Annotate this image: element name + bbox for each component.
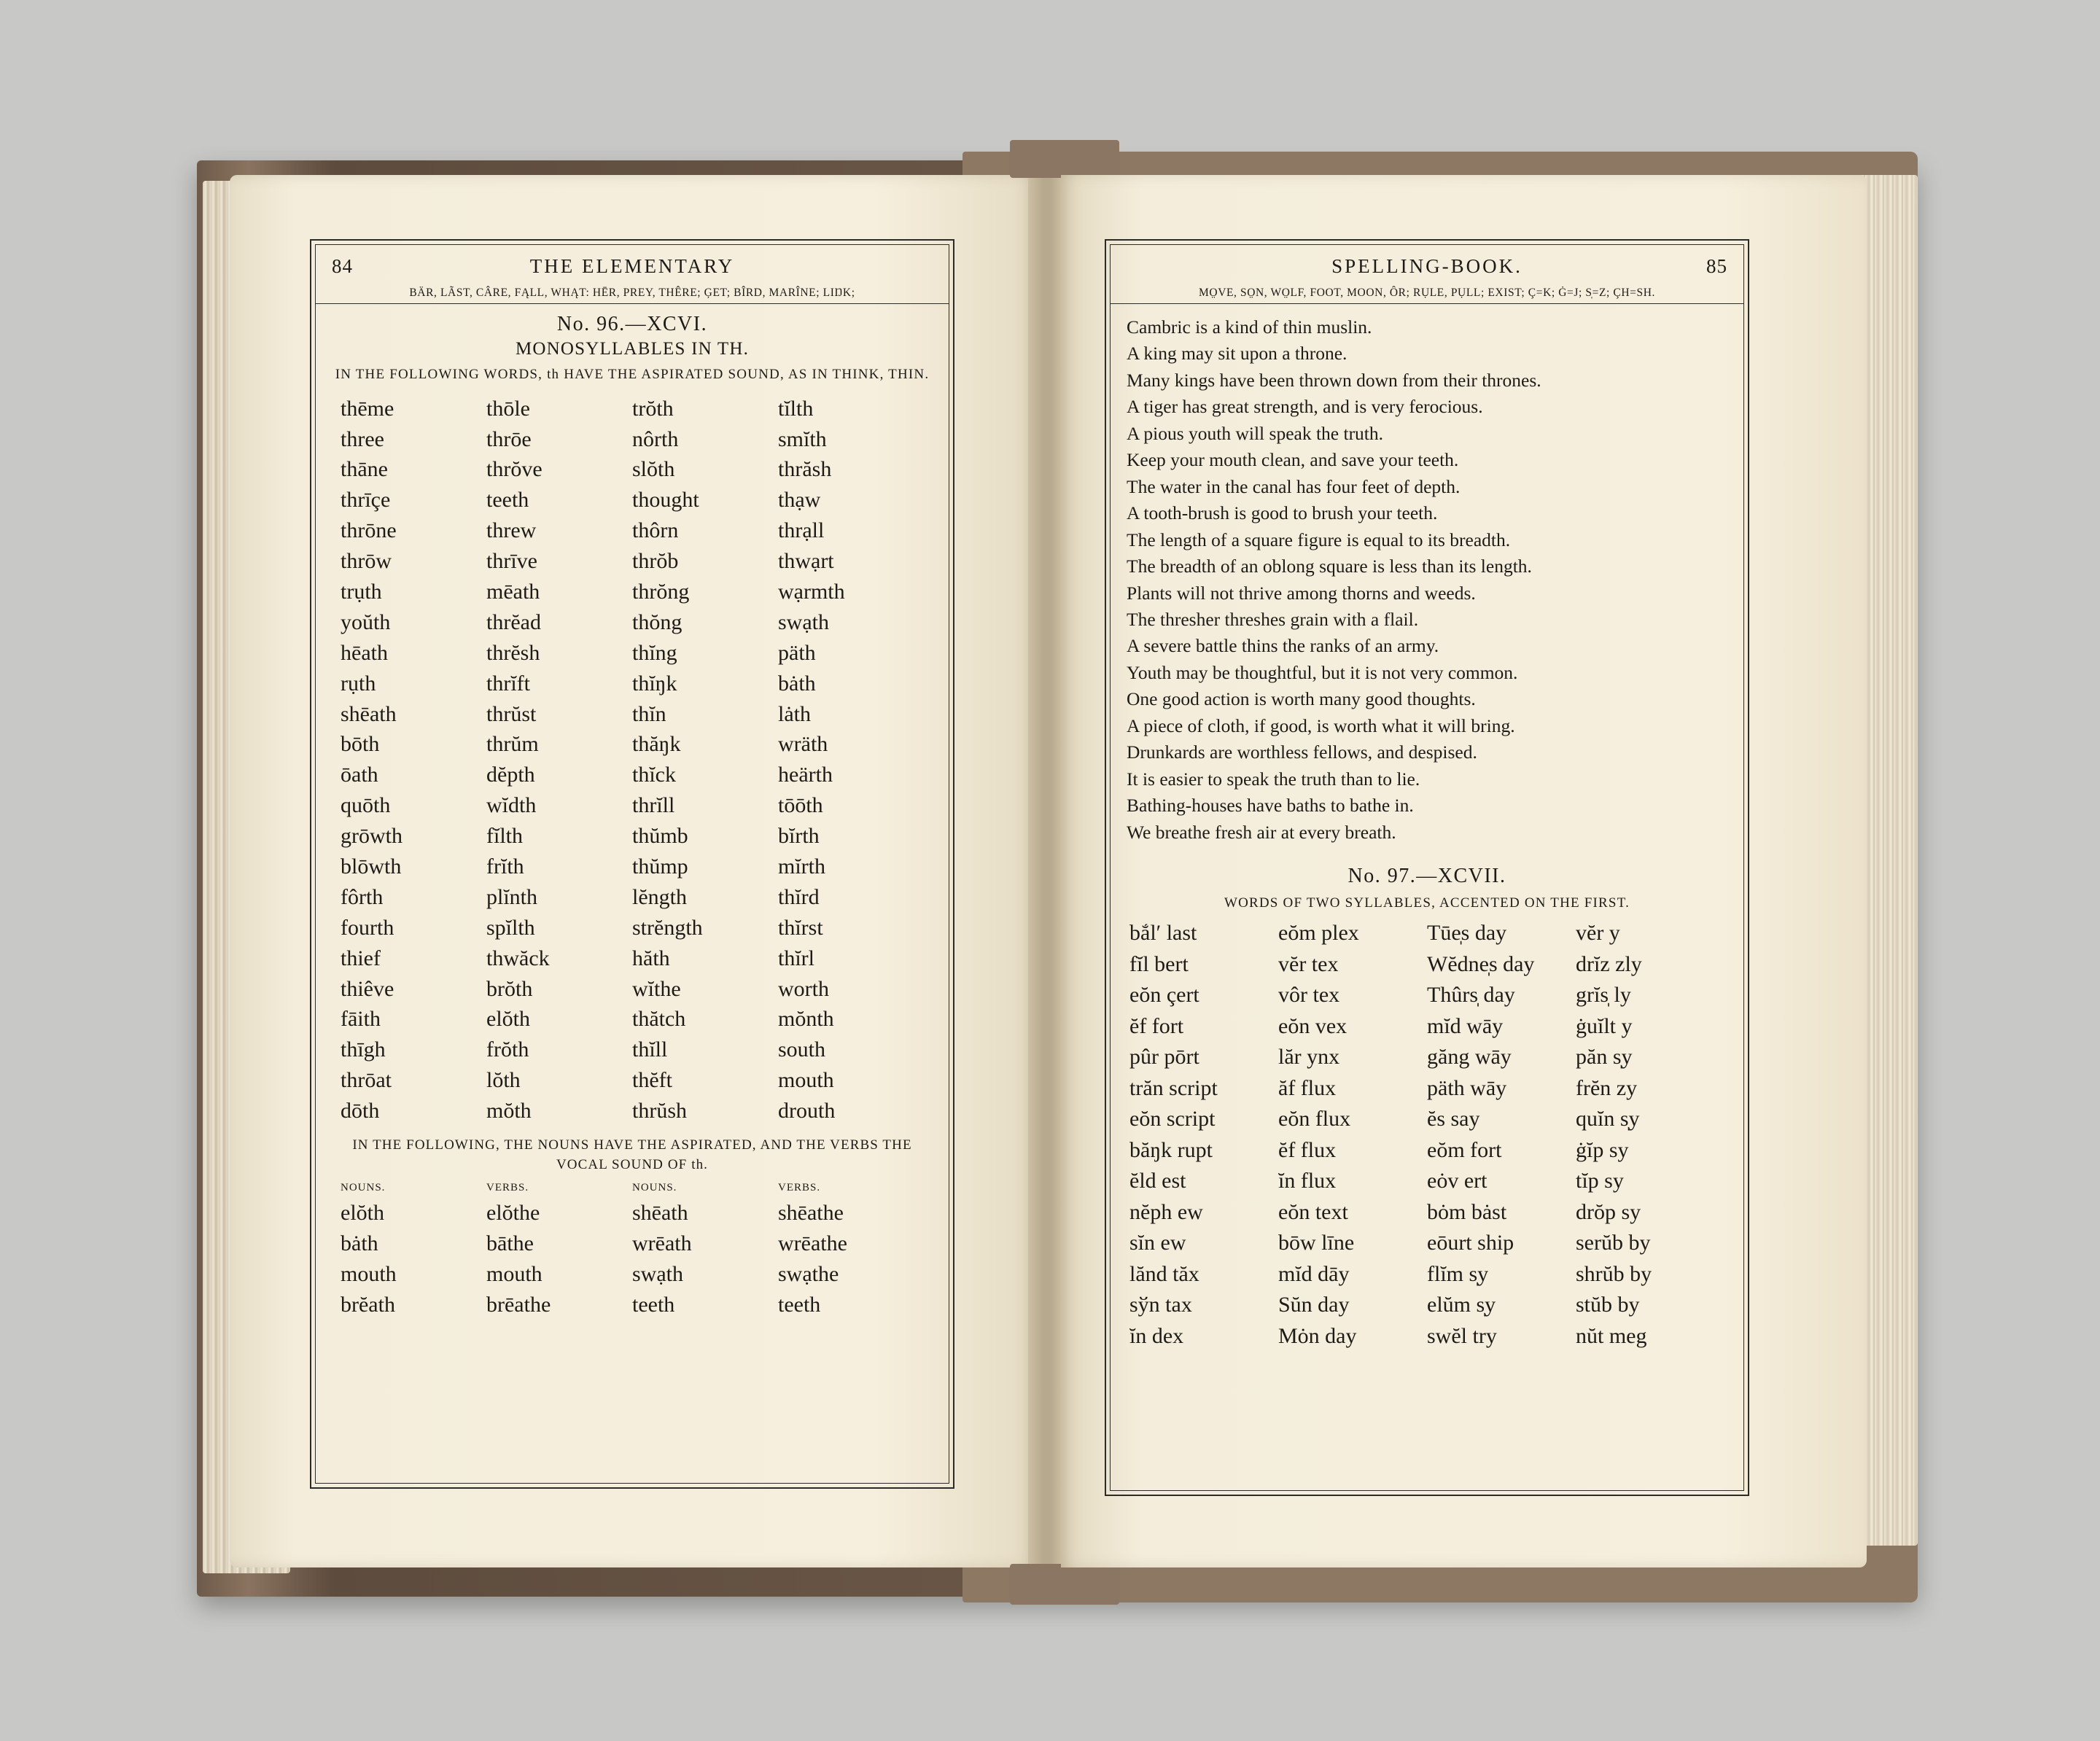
word-entry: ōath [341,763,378,787]
word-entry: smĭth [778,427,827,451]
word-entry: trŏth [632,396,674,421]
word-entry: thĭck [632,763,676,787]
word-entry: swạth [778,609,829,634]
word-entry: south [778,1037,826,1062]
word-entry: grĭs̩ ly [1576,983,1631,1008]
word-entry: tĭlth [778,396,814,421]
word-entry: eōurt ship [1427,1231,1514,1255]
word-entry: eŏn flux [1278,1107,1351,1132]
word-entry: lăr ynx [1278,1045,1340,1070]
sentence-line: The breadth of an oblong square is less than its length. [1127,556,1532,577]
word-entry: fourth [341,915,394,940]
word-entry: wĭthe [632,976,681,1001]
word-entry: vĕr tex [1278,951,1339,976]
word-entry: grōwth [341,824,402,849]
word-entry: thrōw [341,549,392,574]
left-section-number: No. 96.—XCVI. [556,313,708,335]
word-entry: thrŏng [632,579,690,604]
word-entry: lŏth [486,1068,521,1093]
left-noun-verb-grid [327,1197,937,1320]
word-entry: ăf flux [1278,1075,1337,1100]
sentence-line: A piece of cloth, if good, is worth what it will bring. [1127,714,1515,736]
word-entry: Sŭn day [1278,1293,1350,1317]
word-entry: băŋk rupt [1129,1137,1213,1162]
word-entry: thĭng [632,640,677,665]
right-page [1061,175,1867,1567]
word-entry: thătch [632,1007,686,1032]
word-entry: păn s̩y [1576,1045,1633,1070]
word-entry: stŭb by [1576,1293,1640,1317]
sentence-line: A tooth-brush is good to brush your teeth. [1127,502,1438,524]
word-entry: thrŏb [632,549,679,574]
sentence-line: A severe battle thins the ranks of an army. [1127,635,1439,657]
column-head: VERBS. [778,1182,821,1194]
word-entry: mĭrth [778,854,825,879]
open-book [197,146,1918,1611]
left-running-title: THE ELEMENTARY [529,255,735,277]
word-entry: bắl′ last [1129,921,1197,946]
word-entry: frĭth [486,854,524,879]
spine-tab-bottom [1010,1564,1119,1605]
word-entry: mouth [341,1261,397,1286]
word-entry: hăth [632,946,670,970]
sentence-line: Cambric is a kind of thin muslin. [1127,316,1372,338]
word-entry: swạth [632,1261,683,1286]
column-head: NOUNS. [341,1182,386,1194]
left-instruction-2: IN THE FOLLOWING, THE NOUNS HAVE THE ASPIRATED, AND THE VERBS THE VOCAL SOUND OF th. [352,1137,912,1172]
word-entry: nŭt meg [1576,1323,1647,1348]
word-entry: thrŏve [486,457,542,482]
left-page [230,175,1035,1567]
word-entry: thrŭsh [632,1099,687,1123]
word-entry: Tūe̩s day [1427,921,1507,946]
word-entry: găng wāy [1427,1045,1512,1070]
word-entry: fĭl bert [1129,951,1189,976]
word-entry: heärth [778,763,833,787]
word-entry: mouth [778,1068,834,1093]
word-entry: ĕf flux [1278,1137,1337,1162]
word-entry: hēath [341,640,388,665]
word-entry: three [341,427,384,451]
word-entry: yoŭth [341,609,391,634]
word-entry: bōth [341,732,380,757]
word-entry: thrīçe [341,488,391,513]
word-entry: brēathe [486,1292,551,1317]
word-entry: ĭn dex [1129,1323,1184,1348]
word-entry: bȧth [341,1231,378,1256]
word-entry: dĕpth [486,763,535,787]
word-entry: thrĭft [486,671,530,696]
word-entry: bōw līne [1278,1231,1355,1255]
word-entry: mŏth [486,1099,532,1123]
word-entry: teeth [632,1292,675,1317]
left-word-grid [327,394,937,1126]
word-entry: brŏth [486,976,533,1001]
sentence-line: One good action is worth many good thoughts. [1127,688,1476,710]
word-entry: elŏth [486,1007,530,1032]
sentence-line: It is easier to speak the truth than to lie. [1127,768,1420,790]
word-entry: worth [778,976,829,1001]
word-entry: fôrth [341,884,384,909]
word-entry: thief [341,946,381,970]
word-entry: ĕld est [1129,1169,1186,1193]
word-entry: sўn tax [1129,1293,1192,1317]
word-entry: thôrn [632,518,679,543]
right-running-head [1122,252,1732,282]
right-folio: 85 [1706,255,1727,277]
word-entry: blōwth [341,854,402,879]
word-entry: thrōat [341,1068,392,1093]
word-entry: thrōe [486,427,532,451]
word-entry: nôrth [632,427,679,451]
sentence-line: A king may sit upon a throne. [1127,343,1348,365]
sentence-line: Many kings have been thrown down from their thrones. [1127,369,1541,391]
word-entry: wạrmth [778,579,845,604]
word-entry: ġuĭlt y [1576,1013,1633,1038]
right-section-subtitle: WORDS OF TWO SYLLABLES, ACCENTED ON THE FIRST. [1224,895,1630,911]
word-entry: thiêve [341,976,394,1001]
word-entry: shēathe [778,1201,844,1226]
word-entry: ĕf fort [1129,1013,1184,1038]
sentence-line: A pious youth will speak the truth. [1127,422,1384,444]
word-entry: thŭmp [632,854,688,879]
sentence-line: Youth may be thoughtful, but it is not very common. [1127,661,1518,683]
right-section-number: No. 97.—XCVII. [1348,865,1506,888]
word-entry: pûr pōrt [1129,1045,1199,1070]
word-entry: lȧth [778,701,811,726]
word-entry: thĭrd [778,884,820,909]
word-entry: mĭd dāy [1278,1261,1350,1286]
word-entry: thrăsh [778,457,832,482]
word-entry: thrạll [778,518,825,543]
word-entry: thrīve [486,549,537,574]
word-entry: strĕngth [632,915,703,940]
right-page-frame [1105,239,1749,1496]
word-entry: thīgh [341,1037,386,1062]
word-entry: bȧth [778,671,816,696]
word-entry: rụth [341,671,376,696]
word-entry: ĕs say [1427,1107,1480,1132]
word-entry: mŏnth [778,1007,834,1032]
word-entry: eŏm plex [1278,921,1359,946]
sentence-line: Plants will not thrive among thorns and weeds. [1127,582,1476,604]
word-entry: teeth [778,1292,821,1317]
word-entry: thĭrst [778,915,823,940]
word-entry: elŭm s̩y [1427,1293,1496,1317]
word-entry: thwăck [486,946,550,970]
word-entry: fāith [341,1007,381,1032]
word-entry: thrōne [341,518,397,543]
right-sentence-list [1122,311,1732,846]
word-entry: eŏn çert [1129,983,1199,1008]
word-entry: bȯm bȧst [1427,1199,1507,1224]
sentence-line: Keep your mouth clean, and save your teeth. [1127,449,1459,471]
left-page-frame [310,239,954,1489]
word-entry: elŏthe [486,1201,540,1226]
word-entry: flĭm s̩y [1427,1261,1489,1286]
word-entry: brĕath [341,1292,395,1317]
word-entry: thēme [341,396,394,421]
word-entry: tĭp sy [1576,1169,1624,1193]
word-entry: trụth [341,579,382,604]
word-entry: thrĕsh [486,640,540,665]
word-entry: quĭn s̩y [1576,1107,1640,1132]
word-entry: Thûrs̩ day [1427,983,1515,1008]
word-entry: teeth [486,488,529,513]
word-entry: lĕngth [632,884,687,909]
word-entry: serŭb by [1576,1231,1651,1255]
word-entry: shēath [341,701,397,726]
word-entry: threw [486,518,537,543]
word-entry: fĭlth [486,824,523,849]
word-entry: eȯv ert [1427,1169,1488,1193]
left-running-head [327,252,937,282]
word-entry: eŏn vex [1278,1013,1348,1038]
word-entry: nĕph ew [1129,1199,1203,1224]
word-entry: shēath [632,1201,688,1226]
word-entry: elŏth [341,1201,384,1226]
word-entry: thạw [778,488,821,513]
left-column-heads [327,1182,937,1194]
word-entry: ĭn flux [1278,1169,1337,1193]
column-head: VERBS. [486,1182,529,1194]
left-pronunciation-key: BÄR, LÃST, CÂRE, FĄLL, WHĄT: HĒR, PREY, THÊRE; ĢET; BÎRD, MARÎNE; LIŊK; [316,282,949,304]
word-entry: quōth [341,793,391,818]
sentence-line: A tiger has great strength, and is very ferocious. [1127,396,1483,418]
word-entry: mouth [486,1261,542,1286]
right-pronunciation-key: MO̤VE, SO̤N, WO̤LF, FOOT, MOON, ÔR; RỤLE, PỤLL; EXIST; Ç=K; Ġ=J; S̩=Z; ÇH=SH. [1111,282,1743,304]
word-entry: shrŭb by [1576,1261,1652,1286]
sentence-line: The thresher threshes grain with a flail. [1127,608,1419,630]
word-entry: thāne [341,457,388,482]
sentence-line: The length of a square figure is equal to its breadth. [1127,529,1511,550]
word-entry: bāthe [486,1231,534,1256]
word-entry: Wĕdne̩s day [1427,951,1535,976]
word-entry: plĭnth [486,884,538,909]
word-entry: mĭd wāy [1427,1013,1504,1038]
word-entry: thrŭst [486,701,537,726]
word-entry: thĕft [632,1068,672,1093]
sentence-line: The water in the canal has four feet of depth. [1127,475,1461,497]
word-entry: swạthe [778,1261,839,1286]
word-entry: bĭrth [778,824,820,849]
word-entry: thĭn [632,701,666,726]
column-head: NOUNS. [632,1182,677,1194]
word-entry: drĭz zly [1576,951,1642,976]
word-entry: lănd tăx [1129,1261,1199,1286]
word-entry: thĭrl [778,946,814,970]
left-folio: 84 [332,255,353,277]
word-entry: thrĭll [632,793,675,818]
word-entry: frĕn zy [1576,1075,1638,1100]
word-entry: drŏp sy [1576,1199,1641,1224]
word-entry: trăn script [1129,1075,1218,1100]
right-running-title: SPELLING-BOOK. [1331,255,1522,277]
word-entry: päth wāy [1427,1075,1507,1100]
word-entry: thwạrt [778,549,834,574]
word-entry: thŭmb [632,824,688,849]
word-entry: wräth [778,732,828,757]
word-entry: thŏng [632,609,682,634]
word-entry: frŏth [486,1037,529,1062]
spine-tab-top [1010,140,1119,178]
right-word-grid [1122,919,1732,1351]
word-entry: sĭn ew [1129,1231,1186,1255]
word-entry: päth [778,640,816,665]
word-entry: spĭlth [486,915,535,940]
sentence-line: We breathe fresh air at every breath. [1127,821,1396,843]
word-entry: thrŭm [486,732,539,757]
word-entry: thăŋk [632,732,681,757]
word-entry: vôr tex [1278,983,1340,1008]
word-entry: slŏth [632,457,675,482]
word-entry: wrēathe [778,1231,847,1256]
word-entry: thōle [486,396,530,421]
word-entry: thought [632,488,699,513]
word-entry: vĕr y [1576,921,1620,946]
sentence-line: Bathing-houses have baths to bathe in. [1127,795,1414,817]
word-entry: drouth [778,1099,836,1123]
word-entry: thĭŋk [632,671,677,696]
word-entry: wrēath [632,1231,692,1256]
word-entry: swĕl try [1427,1323,1497,1348]
word-entry: wĭdth [486,793,537,818]
left-instruction: IN THE FOLLOWING WORDS, th HAVE THE ASPIRATED SOUND, AS IN THINK, THIN. [335,367,930,382]
word-entry: Mȯn day [1278,1323,1357,1348]
word-entry: eŏn script [1129,1107,1216,1132]
word-entry: eŏm fort [1427,1137,1502,1162]
word-entry: thĭll [632,1037,668,1062]
word-entry: thrĕad [486,609,541,634]
word-entry: eŏn text [1278,1199,1348,1224]
word-entry: tōōth [778,793,823,818]
word-entry: mēath [486,579,540,604]
word-entry: dōth [341,1099,380,1123]
sentence-line: Drunkards are worthless fellows, and despised. [1127,741,1477,763]
left-section-title: MONOSYLLABLES IN TH. [515,339,750,359]
word-entry: ġĭp sy [1576,1137,1629,1162]
